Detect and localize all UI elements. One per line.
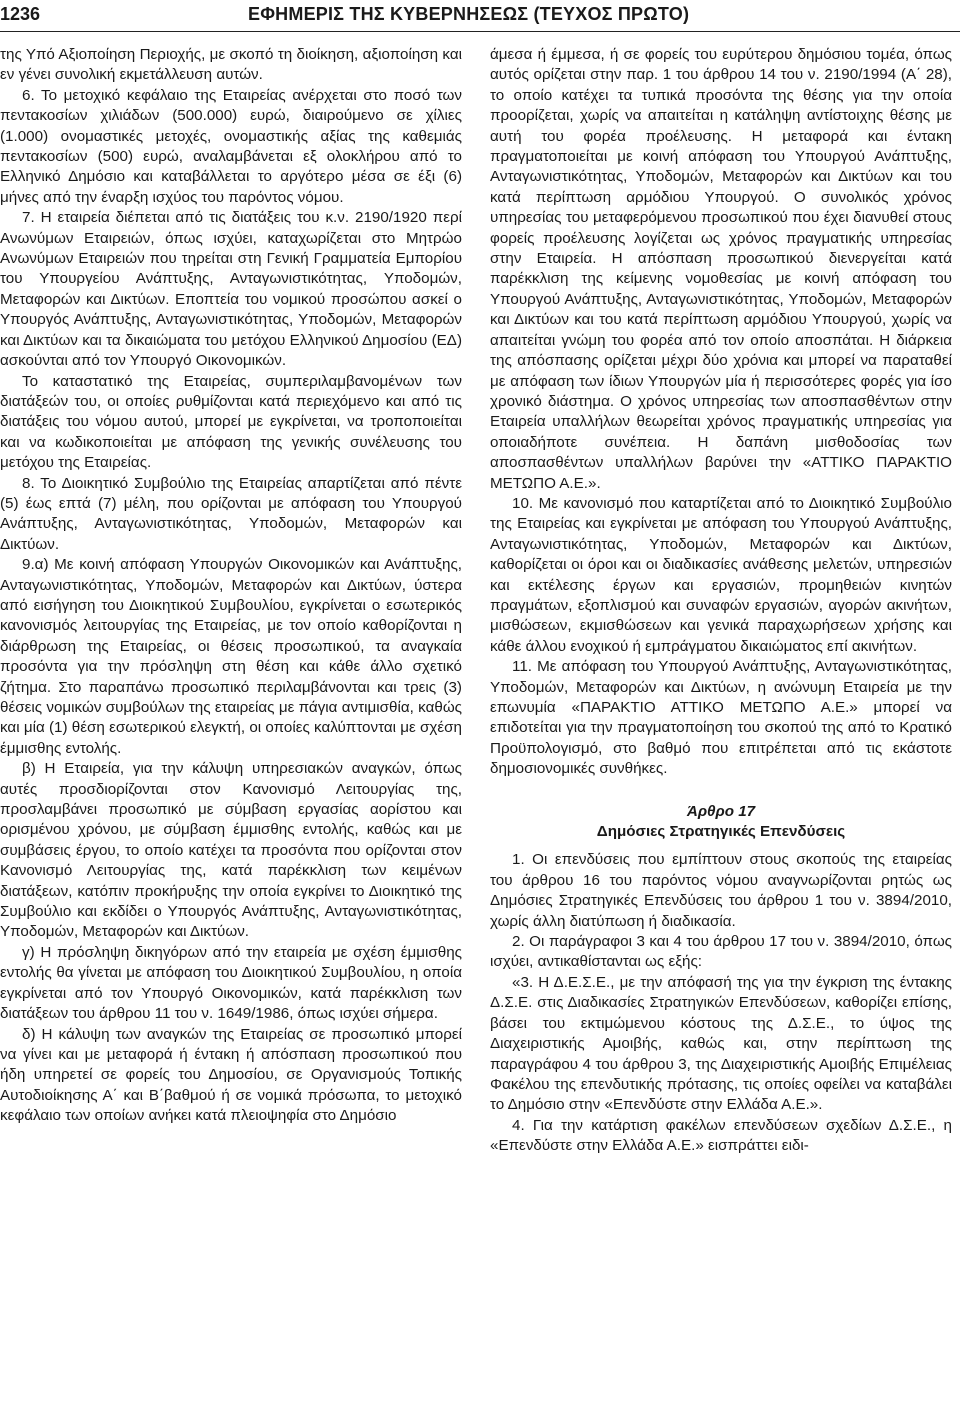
paragraph: 6. Το μετοχικό κεφάλαιο της Εταιρείας ανέρχεται στο ποσό των πεντακοσίων χιλιάδων (500.000) ευρώ, διαιρούμενο σε χίλιες (1.000) ονομαστικές μετοχές, ονομαστικής αξίας της καθεμιάς πεντακοσίων (500) ευρώ, αναλαμβάνεται εξ ολοκλήρου από το Ελληνικό Δημόσιο και καταβάλλεται το αργότερο μέσα σε έξι (6) μήνες από την έναρξη ισχύος του παρόντος νόμου.: [0, 86, 462, 206]
left-column: [0, 45, 462, 1127]
paragraph: 1. Οι επενδύσεις που εμπίπτουν στους σκοπούς της εταιρείας του άρθρου 16 του παρόντος νόμου αναγνωρίζονται ρητώς ως Δημόσιες Στρατηγικές Επενδύσεις του άρθρου 1 του ν. 3894/2010, χωρίς άλλη διατύπωση ή διαδικασία.: [490, 851, 952, 930]
paragraph: γ) Η πρόσληψη δικηγόρων από την εταιρεία με σχέση έμμισθης εντολής θα γίνεται με απόφαση του Διοικητικού Συμβουλίου, η οποία εγκρίνεται από τον Υπουργό Οικονομικών, κατά παρέκκλιση των διατάξεων του άρθρου 11 του ν. 1649/1986, όπως ισχύει σήμερα.: [0, 943, 462, 1023]
journal-title: ΕΦΗΜΕΡΙΣ ΤΗΣ ΚΥΒΕΡΝΗΣΕΩΣ (ΤΕΥΧΟΣ ΠΡΩΤΟ): [248, 4, 690, 24]
page-number: 1236: [0, 4, 41, 24]
header-rule: [0, 31, 960, 32]
paragraph: 7. Η εταιρεία διέπεται από τις διατάξεις του κ.ν. 2190/1920 περί Ανωνύμων Εταιρειών, όπως ισχύει, καταχωρίζεται στο Μητρώο Ανωνύμων Εταιρειών που τηρείται στη Γενική Γραμματεία Εμπορίου του Υπουργείου Ανάπτυξης, Ανταγωνιστικότητας, Υποδομών, Μεταφορών και Δικτύων. Εποπτεία του νομικού προσώπου ασκεί ο Υπουργός Ανάπτυξης, Ανταγωνιστικότητας, Υποδομών, Μεταφορών και Δικτύων και τα δικαιώματα του μετόχου Ελληνικού Δημοσίου (ΕΔ) ασκούνται από τον Υπουργό Οικονομικών.: [0, 209, 462, 370]
page-header: [0, 0, 960, 34]
article-spacer: [490, 780, 952, 802]
paragraph: «3. Η Δ.Ε.Σ.Ε., με την απόφασή της για την έγκριση της έντακης Δ.Σ.Ε. στις Διαδικασίες Στρατηγικών Επενδύσεων, καθορίζει επίσης, βάσει του εκτιμώμενου κόστους της Δ.Σ.Ε., το ύψος της Διαχειριστικής Αμοιβής, καθώς και, στην περίπτωση της παραγράφου 4 του άρθρου 3, της Διαχειριστικής Αμοιβής Επιμέλειας Φακέλου της επενδυτικής πρότασης, τις οποίες οφείλει να καταβάλει το Δημόσιο στην «Επενδύστε στην Ελλάδα Α.Ε.».: [490, 973, 952, 1114]
paragraph: β) Η Εταιρεία, για την κάλυψη υπηρεσιακών αναγκών, όπως αυτές προσδιορίζονται στον Κανονισμό Λειτουργίας της, προσλαμβάνει προσωπικό με σύμβαση εργασίας αορίστου και ορισμένου χρόνου, με σύμβαση έμμισθης εντολής, καθώς και με συμβάσεις έργου, το οποίο κατέχει τα προσόντα που ορίζονται στον Κανονισμό Λειτουργίας της, κατά παρέκκλιση των κειμένων διατάξεων, κατόπιν προκήρυξης την οποία εγκρίνει το Διοικητικό της Συμβούλιο και εκδίδει ο Υπουργός Ανάπτυξης, Ανταγωνιστικότητας, Υποδομών, Μεταφορών και Δικτύων.: [0, 760, 462, 941]
paragraph: Το καταστατικό της Εταιρείας, συμπεριλαμβανομένων των διατάξεών του, οι οποίες ρυθμίζονται κατά περιεχόμενο και από τις διατάξεις του νόμου αυτού, μπορεί με εγκρίνεται, να τροποποιείται και να κωδικοποιείται με απόφαση της γενικής συνέλευσης του μετόχου της Εταιρείας.: [0, 372, 462, 472]
paragraph: 8. Το Διοικητικό Συμβούλιο της Εταιρείας απαρτίζεται από πέντε (5) έως επτά (7) μέλη, που ορίζονται με απόφαση του Υπουργού Ανάπτυξης, Ανταγωνιστικότητας, Υποδομών, Μεταφορών και Δικτύων.: [0, 474, 462, 553]
paragraph: 9.α) Με κοινή απόφαση Υπουργών Οικονομικών και Ανάπτυξης, Ανταγωνιστικότητας, Υποδομών, Μεταφορών και Δικτύων, ύστερα από εισήγηση του Διοικητικού Συμβουλίου, εγκρίνεται ο εσωτερικός κανονισμός λειτουργίας της Εταιρείας, με τον οποίο καθορίζονται η διάρθρωση της Εταιρείας, οι θέσεις προσωπικού, τα αναγκαία προσόντα για την πρόσληψη στη θέση και κάθε άλλο σχετικό ζήτημα. Στο παραπάνω προσωπικό περιλαμβάνονται και τρεις (3) θέσεις νομικών συμβούλων της εταιρείας με πάγια αντιμισθία, καθώς και μία (1) θέση εσωτερικού ελεγκτή, οι οποίες καλύπτονται με σχέση έμμισθης εντολής.: [0, 556, 462, 757]
right-column: [490, 45, 952, 1157]
paragraph: της Υπό Αξιοποίηση Περιοχής, με σκοπό τη διοίκηση, αξιοποίηση και εν γένει συνολική εκμετάλλευση αυτών.: [0, 46, 462, 84]
paragraph: 11. Με απόφαση του Υπουργού Ανάπτυξης, Ανταγωνιστικότητας, Υποδομών, Μεταφορών και Δικτύων, η ανώνυμη Εταιρεία με την επωνυμία «ΠΑΡΑΚΤΙΟ ΑΤΤΙΚΟ ΜΕΤΩΠΟ Α.Ε.» μπορεί να επιδοτείται για την πραγματοποίηση του σκοπού της από το Κρατικό Προϋπολογισμό, στο βαθμό που επιτρέπεται από τις εκάστοτε δημοσιονομικές συνθήκες.: [490, 658, 952, 778]
article-spacer: [490, 842, 952, 850]
paragraph: 4. Για την κατάρτιση φακέλων επενδύσεων σχεδίων Δ.Σ.Ε., η «Επενδύστε στην Ελλάδα Α.Ε.» εισπράττει ειδι-: [490, 1116, 952, 1155]
paragraph: άμεσα ή έμμεσα, ή σε φορείς του ευρύτερου δημόσιου τομέα, όπως αυτός ορίζεται στην παρ. 1 του άρθρου 14 του ν. 2190/1994 (Α΄ 28), το οποίο κατέχει τα τυπικά προσόντα της θέσης για την οποία προορίζεται, χωρίς να απαιτείται η κατάληψη αντίστοιχης θέσης με αυτή του φορέα προέλευσης. Η μεταφορά και έντακη πραγματοποιείται με κοινή απόφαση του Υπουργού Ανάπτυξης, Ανταγωνιστικότητας, Υποδομών, Μεταφορών και Δικτύων και του κατά περίπτωση αρμόδιου Υπουργού. Ο συνολικός χρόνος υπηρεσίας του μεταφερόμενου προσωπικού που έχει διανυθεί στους φορείς προέλευσης λογίζεται ως χρόνος πραγματικής υπηρεσίας στην Εταιρεία. Η απόσπαση προσωπικού διενεργείται κατά παρέκκλιση της κείμενης νομοθεσίας με κοινή απόφαση του Υπουργού Ανάπτυξης, Ανταγωνιστικότητας, Υποδομών, Μεταφορών και Δικτύων και του κατά περίπτωση αρμόδιου Υπουργού, χωρίς να απαιτείται γνώμη του φορέα από τον οποίο αποσπάται. Η διάρκεια της απόσπασης ορίζεται μέχρι δύο χρόνια και μπορεί να παραταθεί με απόφαση των ίδιων Υπουργών μία ή περισσότερες φορές για ίσο χρονικό διάστημα. Ο χρόνος υπηρεσίας των αποσπασθέντων στην Εταιρεία υπαλλήλων θεωρείται χρόνος πραγματικής υπηρεσίας για οποιαδήποτε συνέπεια. Η δαπάνη μισθοδοσίας των αποσπασθέντων υπαλλήλων βαρύνει την «ΑΤΤΙΚΟ ΠΑΡΑΚΤΙΟ ΜΕΤΩΠΟ Α.Ε.».: [490, 46, 952, 492]
article-title: Δημόσιες Στρατηγικές Επενδύσεις: [596, 823, 846, 841]
paragraph: 10. Με κανονισμό που καταρτίζεται από το Διοικητικό Συμβούλιο της Εταιρείας και εγκρίνεται με απόφαση του Υπουργού Ανάπτυξης, Ανταγωνιστικότητας, Υποδομών, Μεταφορών και Δικτύων, καθορίζεται οι όροι και οι διαδικασίες ανάθεσης μελετών, υπηρεσιών και εκτέλεσης έργων και εργασιών, προμηθειών κινητών πραγμάτων, εξοπλισμού και συναφών εργασιών, αγορών ακινήτων, μισθώσεων, εκμισθώσεων και γενικά παραχωρήσεων χρήσης και κάθε άλλου ενοχικού ή εμπράγματου δικαιώματος επί ακινήτων.: [490, 494, 952, 655]
paragraph: δ) Η κάλυψη των αναγκών της Εταιρείας σε προσωπικό μπορεί να γίνει και με μεταφορά ή έντακη ή απόσπαση προσωπικού που ήδη υπηρετεί σε φορείς του Δημοσίου, σε Οργανισμούς Τοπικής Αυτοδιοίκησης Α΄ και Β΄βαθμού ή σε νομικά πρόσωπα, το μετοχικό κεφάλαιο των οποίων ανήκει κατά πλειοψηφία στο Δημόσιο: [0, 1025, 462, 1125]
paragraph: 2. Οι παράγραφοι 3 και 4 του άρθρου 17 του ν. 3894/2010, όπως ισχύει, αντικαθίστανται ως εξής:: [490, 933, 952, 971]
article-number: Άρθρο 17: [686, 802, 756, 820]
